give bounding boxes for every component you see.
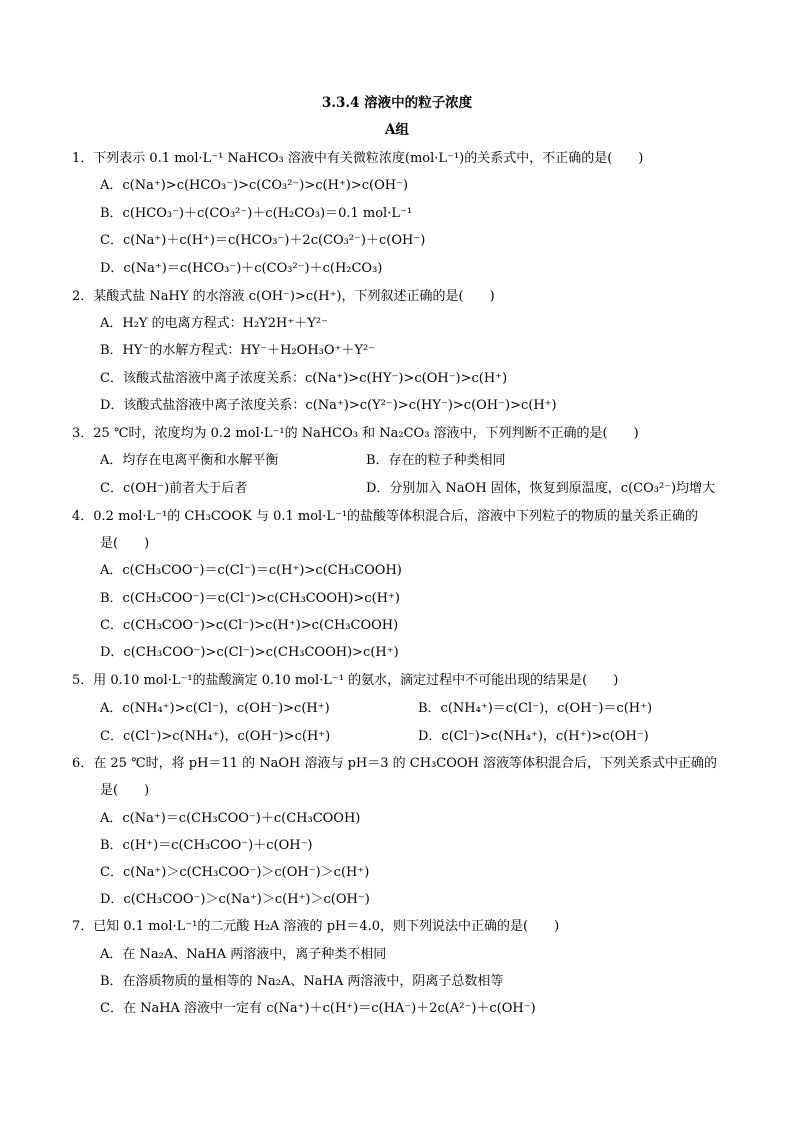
question-2-option-b: B．HY⁻的水解方程式：HY⁻＋H₂OH₃O⁺＋Y²⁻ xyxy=(100,343,376,358)
question-2-stem: 2．某酸式盐 NaHY 的水溶液 c(OH⁻)>c(H⁺)，下列叙述正确的是( ) xyxy=(72,289,495,304)
question-4-stem: 4．0.2 mol·L⁻¹的 CH₃COOK 与 0.1 mol·L⁻¹的盐酸等体积混合后，溶液中下列粒子的物质的量关系正确的 xyxy=(72,509,699,524)
question-7-stem: 7．已知 0.1 mol·L⁻¹的二元酸 H₂A 溶液的 pH＝4.0，则下列说法中正确的是( ) xyxy=(72,919,560,934)
question-5-option-c: C．c(Cl⁻)>c(NH₄⁺)，c(OH⁻)>c(H⁺) xyxy=(100,729,331,744)
question-4-stem-cont: 是( ) xyxy=(100,536,150,551)
question-6-option-a: A．c(Na⁺)＝c(CH₃COO⁻)＋c(CH₃COOH) xyxy=(100,811,361,826)
question-1-stem: 1．下列表示 0.1 mol·L⁻¹ NaHCO₃ 溶液中有关微粒浓度(mol·L⁻¹)的关系式中，不正确的是( ) xyxy=(72,151,644,166)
question-1-option-c: C．c(Na⁺)＋c(H⁺)＝c(HCO₃⁻)＋2c(CO₃²⁻)＋c(OH⁻) xyxy=(100,233,426,248)
question-1-option-b: B．c(HCO₃⁻)＋c(CO₃²⁻)＋c(H₂CO₃)＝0.1 mol·L⁻¹ xyxy=(100,206,413,221)
question-7-option-c: C．在 NaHA 溶液中一定有 c(Na⁺)＋c(H⁺)＝c(HA⁻)＋2c(A²⁻)＋c(OH⁻) xyxy=(100,1001,536,1016)
question-3-option-c: C．c(OH⁻)前者大于后者 xyxy=(100,481,248,496)
question-5-option-b: B．c(NH₄⁺)＝c(Cl⁻)，c(OH⁻)＝c(H⁺) xyxy=(418,701,653,716)
question-3-option-a: A．均存在电离平衡和水解平衡 xyxy=(100,453,279,468)
question-2-option-a: A．H₂Y 的电离方程式：H₂Y2H⁺＋Y²⁻ xyxy=(100,316,328,331)
question-6-option-c: C．c(Na⁺)＞c(CH₃COO⁻)＞c(OH⁻)＞c(H⁺) xyxy=(100,865,370,880)
question-1-option-a: A．c(Na⁺)>c(HCO₃⁻)>c(CO₃²⁻)>c(H⁺)>c(OH⁻) xyxy=(100,178,409,193)
question-3-option-b: B．存在的粒子种类相同 xyxy=(366,453,506,468)
question-2-option-c: C．该酸式盐溶液中离子浓度关系：c(Na⁺)>c(HY⁻)>c(OH⁻)>c(H⁺) xyxy=(100,371,508,386)
page-title: 3.3.4 溶液中的粒子浓度 xyxy=(321,95,473,111)
question-6-option-b: B．c(H⁺)＝c(CH₃COO⁻)＋c(OH⁻) xyxy=(100,838,313,853)
question-4-option-a: A．c(CH₃COO⁻)＝c(Cl⁻)＝c(H⁺)>c(CH₃COOH) xyxy=(100,563,402,578)
question-6-stem-cont: 是( ) xyxy=(100,783,150,798)
question-5-option-a: A．c(NH₄⁺)>c(Cl⁻)，c(OH⁻)>c(H⁺) xyxy=(100,701,330,716)
question-3-stem: 3．25 ℃时，浓度均为 0.2 mol·L⁻¹的 NaHCO₃ 和 Na₂CO₃ 溶液中，下列判断不正确的是( ) xyxy=(72,426,639,441)
question-7-option-b: B．在溶质物质的量相等的 Na₂A、NaHA 两溶液中，阴离子总数相等 xyxy=(100,974,504,989)
question-4-option-c: C．c(CH₃COO⁻)>c(Cl⁻)>c(H⁺)>c(CH₃COOH) xyxy=(100,618,399,633)
question-4-option-b: B．c(CH₃COO⁻)＝c(Cl⁻)>c(CH₃COOH)>c(H⁺) xyxy=(100,591,400,606)
question-1-option-d: D．c(Na⁺)＝c(HCO₃⁻)＋c(CO₃²⁻)＋c(H₂CO₃) xyxy=(100,261,383,276)
group-heading: A组 xyxy=(385,122,409,138)
question-5-option-d: D．c(Cl⁻)>c(NH₄⁺)，c(H⁺)>c(OH⁻) xyxy=(418,729,649,744)
question-5-stem: 5．用 0.10 mol·L⁻¹的盐酸滴定 0.10 mol·L⁻¹ 的氨水，滴定过程中不可能出现的结果是( ) xyxy=(72,673,619,688)
question-6-option-d: D．c(CH₃COO⁻)＞c(Na⁺)＞c(H⁺)＞c(OH⁻) xyxy=(100,892,370,907)
question-4-option-d: D．c(CH₃COO⁻)>c(Cl⁻)>c(CH₃COOH)>c(H⁺) xyxy=(100,645,399,660)
question-2-option-d: D．该酸式盐溶液中离子浓度关系：c(Na⁺)>c(Y²⁻)>c(HY⁻)>c(OH⁻)>c(H⁺) xyxy=(100,398,557,413)
question-7-option-a: A．在 Na₂A、NaHA 两溶液中，离子种类不相同 xyxy=(100,947,387,962)
question-6-stem: 6．在 25 ℃时，将 pH＝11 的 NaOH 溶液与 pH＝3 的 CH₃COOH 溶液等体积混合后，下列关系式中正确的 xyxy=(72,756,718,771)
question-3-option-d: D．分别加入 NaOH 固体，恢复到原温度，c(CO₃²⁻)均增大 xyxy=(366,481,716,496)
